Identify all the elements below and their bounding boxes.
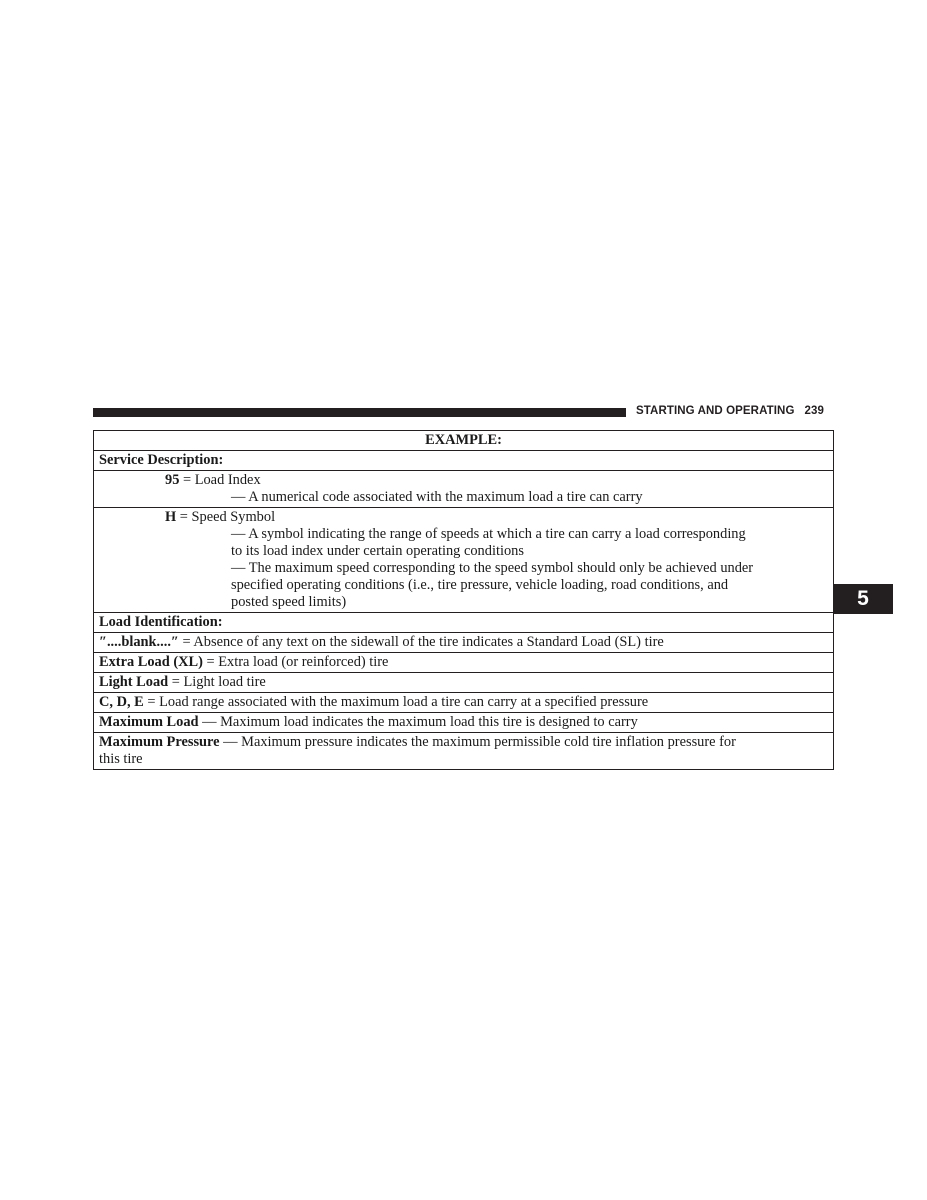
- running-header: [636, 405, 834, 417]
- table-row: [94, 733, 834, 770]
- maximum-pressure-text: — Maximum pressure indicates the maximum permissible cold tire inflation pressure for: [219, 734, 736, 750]
- table-row: [94, 653, 834, 673]
- speed-symbol-code: H: [165, 509, 177, 525]
- chapter-tab: [833, 584, 893, 614]
- load-identification-heading: Load Identification:: [94, 613, 834, 633]
- load-index-cell: [94, 471, 834, 508]
- load-id-text: = Extra load (or reinforced) tire: [202, 654, 389, 670]
- load-index-code: 95: [165, 472, 180, 488]
- table-row: [94, 431, 834, 451]
- table-row: [94, 451, 834, 471]
- maximum-load-row: [94, 713, 834, 733]
- load-id-term: Light Load: [99, 674, 169, 690]
- maximum-pressure-term: Maximum Pressure: [99, 734, 220, 750]
- table-row: [94, 508, 834, 613]
- speed-symbol-note1-line1: — A symbol indicating the range of speeds at which a tire can carry a load corresponding: [231, 526, 746, 542]
- speed-symbol-cell: [94, 508, 834, 613]
- page-number: 239: [804, 405, 825, 417]
- table-row: [94, 471, 834, 508]
- load-id-term: ″....blank....″: [99, 634, 179, 650]
- load-id-row-light: [94, 673, 834, 693]
- load-index-label: = Load Index: [179, 472, 261, 488]
- table-row: [94, 633, 834, 653]
- load-id-row-blank: [94, 633, 834, 653]
- load-index-note: — A numerical code associated with the maximum load a tire can carry: [231, 489, 643, 505]
- table-row: [94, 613, 834, 633]
- load-id-text: = Absence of any text on the sidewall of the tire indicates a Standard Load (SL) tire: [178, 634, 664, 650]
- speed-symbol-line: [99, 509, 828, 526]
- load-id-text: = Load range associated with the maximum load a tire can carry at a specified pressure: [143, 694, 649, 710]
- load-id-row-cde: [94, 693, 834, 713]
- maximum-load-term: Maximum Load: [99, 714, 199, 730]
- maximum-pressure-row: [94, 733, 834, 770]
- header-rule: [93, 408, 626, 417]
- load-id-term: C, D, E: [99, 694, 144, 710]
- tire-example-table: [93, 430, 834, 770]
- service-description-heading: Service Description:: [94, 451, 834, 471]
- section-title: STARTING AND OPERATING: [636, 405, 795, 417]
- speed-symbol-note2-line1: — The maximum speed corresponding to the speed symbol should only be achieved under: [231, 560, 754, 576]
- speed-symbol-note2-line2: specified operating conditions (i.e., tire pressure, vehicle loading, road conditions, and: [231, 577, 729, 593]
- table-title: EXAMPLE:: [94, 431, 834, 451]
- load-id-term: Extra Load (XL): [99, 654, 203, 670]
- maximum-pressure-line2: this tire: [99, 751, 143, 767]
- table-row: [94, 673, 834, 693]
- chapter-number: 5: [857, 587, 869, 610]
- load-index-line: [99, 472, 828, 489]
- speed-symbol-note2-line3: posted speed limits): [231, 594, 347, 610]
- speed-symbol-label: = Speed Symbol: [176, 509, 276, 525]
- table-row: [94, 713, 834, 733]
- table-row: [94, 693, 834, 713]
- maximum-load-text: — Maximum load indicates the maximum load this tire is designed to carry: [198, 714, 638, 730]
- load-id-text: = Light load tire: [168, 674, 266, 690]
- speed-symbol-note1-line2: to its load index under certain operating conditions: [231, 543, 524, 559]
- load-id-row-xl: [94, 653, 834, 673]
- maximum-pressure-line1: [99, 734, 828, 751]
